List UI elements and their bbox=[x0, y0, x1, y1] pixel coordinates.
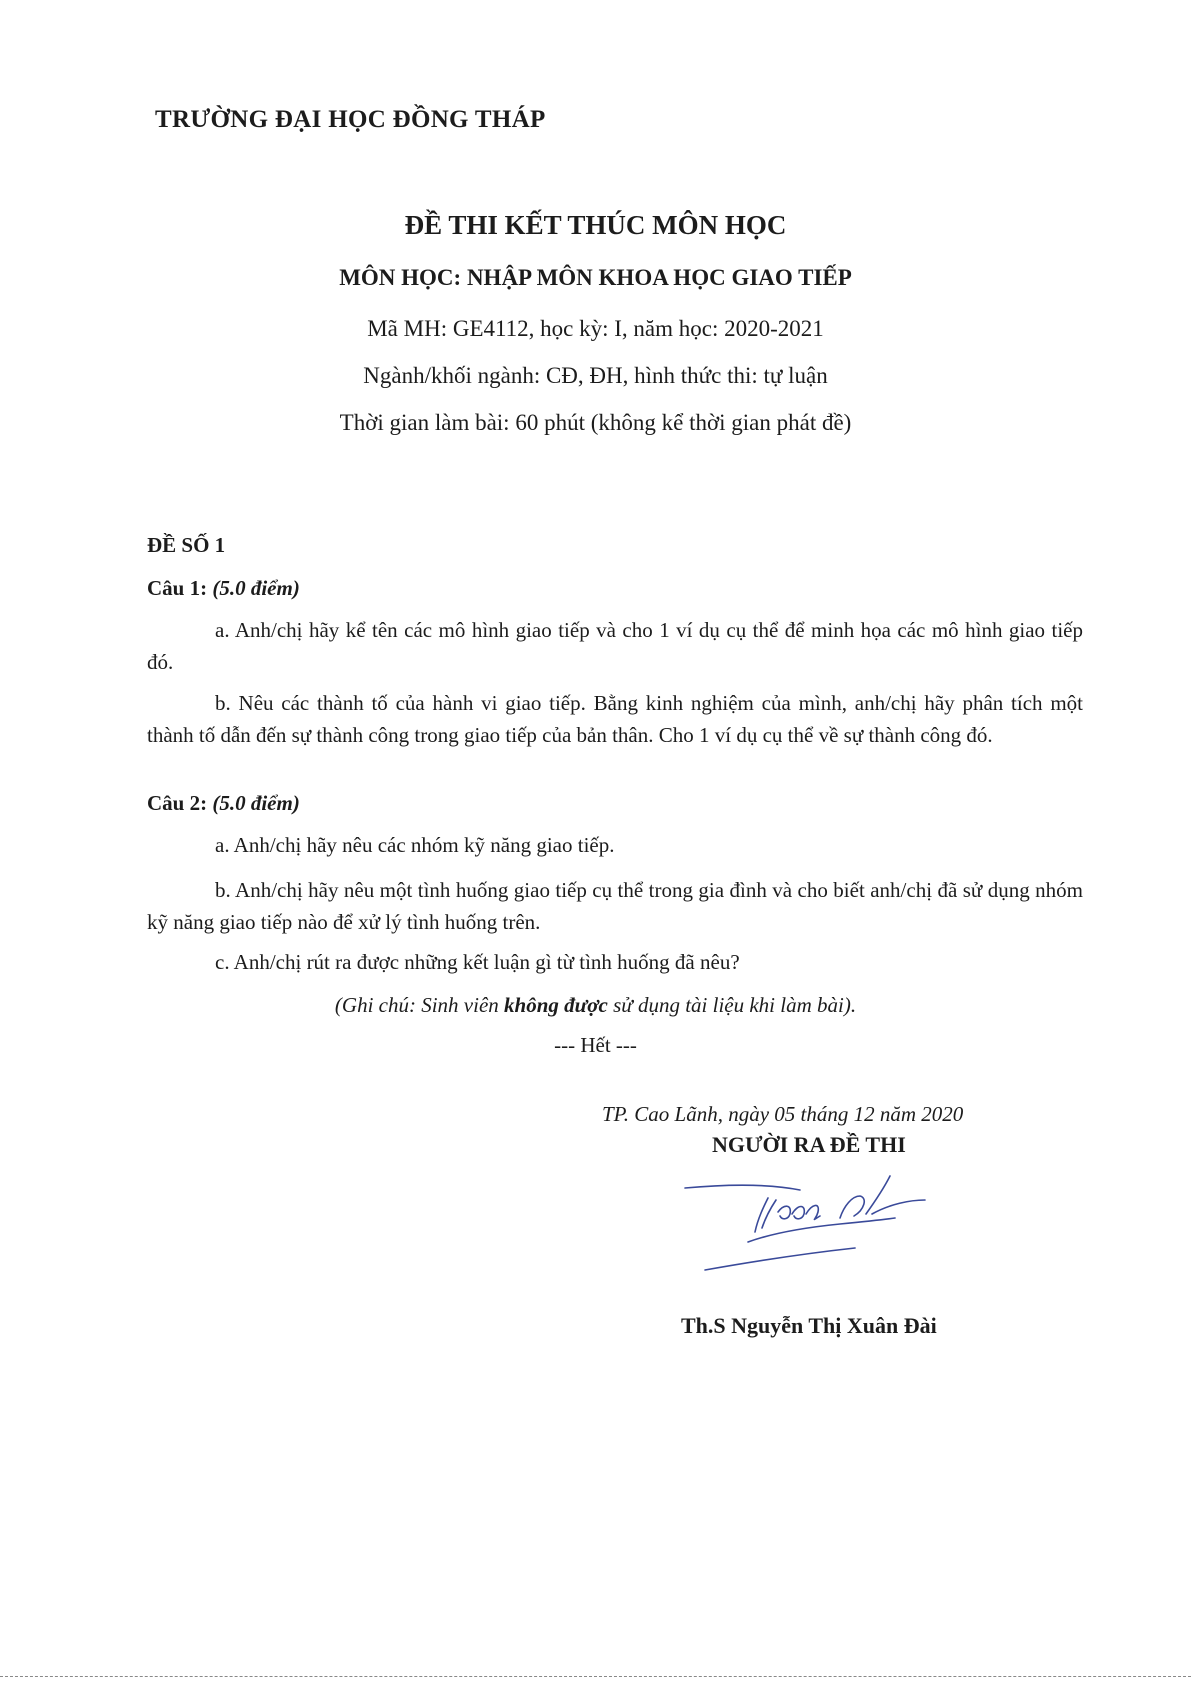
question-points: (5.0 điểm) bbox=[212, 576, 300, 600]
signature-icon bbox=[680, 1170, 990, 1280]
question-1-part-b: b. Nêu các thành tố của hành vi giao tiếp. Bằng kinh nghiệm của mình, anh/chị hãy phân tích một thành tố dẫn đến sự thành công trong giao tiếp của bản thân. Cho 1 ví dụ cụ thể về sự thành công đó. bbox=[147, 691, 1083, 747]
note-text-before: (Ghi chú: Sinh viên bbox=[334, 993, 505, 1017]
exam-code: ĐỀ SỐ 1 bbox=[147, 533, 226, 557]
exam-title: ĐỀ THI KẾT THÚC MÔN HỌC bbox=[404, 210, 787, 240]
end-mark: --- Hết --- bbox=[554, 1033, 637, 1057]
question-points: (5.0 điểm) bbox=[212, 791, 300, 815]
program-info: Ngành/khối ngành: CĐ, ĐH, hình thức thi: tự luận bbox=[363, 363, 828, 388]
question-2-heading bbox=[147, 791, 300, 816]
exam-note bbox=[0, 993, 1191, 1018]
author-role: NGƯỜI RA ĐỀ THI bbox=[712, 1132, 906, 1157]
question-label: Câu 1: bbox=[147, 576, 208, 600]
course-info: Mã MH: GE4112, học kỳ: I, năm học: 2020-2021 bbox=[367, 316, 824, 341]
place-date: TP. Cao Lãnh, ngày 05 tháng 12 năm 2020 bbox=[602, 1102, 964, 1126]
school-name: TRƯỜNG ĐẠI HỌC ĐỒNG THÁP bbox=[155, 106, 546, 133]
note-text-after: sử dụng tài liệu khi làm bài). bbox=[607, 993, 857, 1017]
question-2-part-c: c. Anh/chị rút ra được những kết luận gì từ tình huống đã nêu? bbox=[215, 950, 740, 974]
author-name: Th.S Nguyễn Thị Xuân Đài bbox=[681, 1313, 937, 1338]
question-1-part-a: a. Anh/chị hãy kể tên các mô hình giao tiếp và cho 1 ví dụ cụ thể để minh họa các mô hình giao tiếp đó. bbox=[147, 618, 1083, 674]
note-emphasis: không được bbox=[504, 993, 608, 1017]
question-label: Câu 2: bbox=[147, 791, 208, 815]
time-info: Thời gian làm bài: 60 phút (không kể thời gian phát đề) bbox=[339, 410, 852, 435]
page-bottom-border bbox=[0, 1676, 1191, 1677]
question-1-heading bbox=[147, 576, 300, 601]
question-2-part-b: b. Anh/chị hãy nêu một tình huống giao tiếp cụ thể trong gia đình và cho biết anh/chị đã sử dụng nhóm kỹ năng giao tiếp nào để xử lý tình huống trên. bbox=[147, 878, 1083, 934]
subject-title: MÔN HỌC: NHẬP MÔN KHOA HỌC GIAO TIẾP bbox=[339, 265, 852, 290]
question-2-part-a: a. Anh/chị hãy nêu các nhóm kỹ năng giao tiếp. bbox=[215, 833, 615, 857]
